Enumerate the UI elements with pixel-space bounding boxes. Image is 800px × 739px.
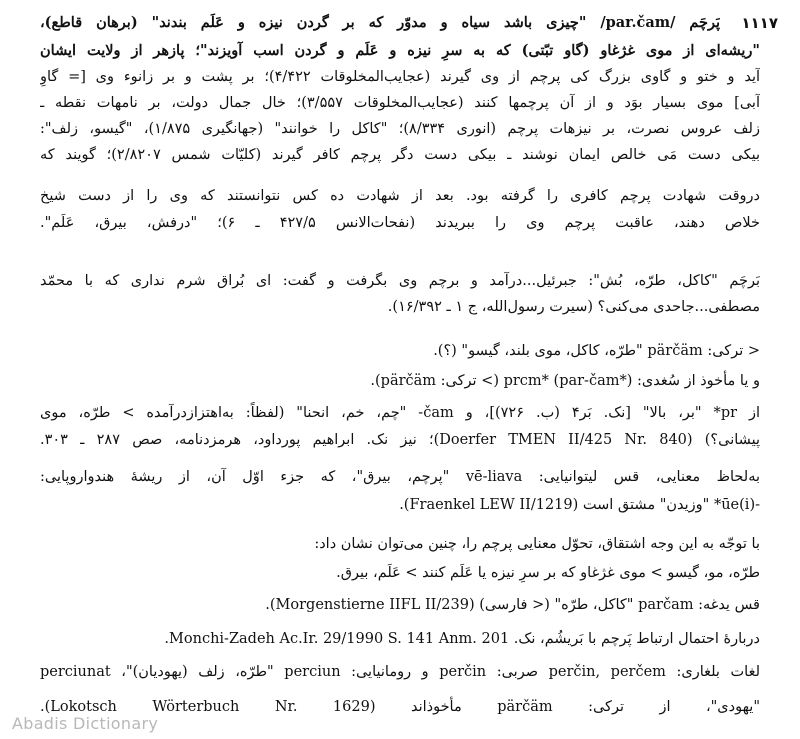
etymology-line: لغات بلغاری: perčin, perčem صربی: perčin و رومانیایی: perciun "طرّه، زلف (یهودیان)"، perciunat	[40, 664, 760, 680]
etymology-line: قس یدغه: parčam "کاکل، طرّه" (< فارسی) (Morgenstierne IIFL II/239).	[265, 597, 760, 613]
barcham-line: مصطفی...جاحدی می‌کنی؟ (سیرت رسول‌الله، ج ۱ ـ ۱۶/۳۹۲).	[387, 299, 760, 315]
definition-line: زلف عروس نصرت، بر نیزهات پرچم (انوری ۸/۳۳۴)؛ "کاکل را خوانند" (جهانگیری ۱/۸۷۵)، "گیسو، زلف":	[40, 121, 760, 137]
etymology-line: "یهودی"، از ترکی: pärčäm مأخوذاند (Lokotsch Wörterbuch Nr. 1629).	[40, 699, 760, 715]
etymology-line: پیشانی؟) (Doerfer TMEN II/425 Nr. 840)؛ نیز نک. ابراهیم پورداود، هرمزدنامه، صص ۲۸۷ ـ ۳۰۳.	[40, 432, 760, 448]
etymology-line: و یا مأخوذ از سُغدی: prcm* (par-čam*) (> ترکی: pärčäm).	[370, 373, 760, 389]
etymology-line: طرّه، مو، گیسو > موی غژغاو که بر سرِ نیزه یا عَلَم کنند > عَلَم، بیرق.	[336, 565, 760, 581]
etymology-line: به‌لحاظ معنایی، قس لیتوانیایی: vē-liava "پرچم، بیرق"، که جزء اوّل آن، از ریشهٔ هندواروپایی:	[40, 469, 760, 485]
etymology-line: با توجّه به این وجه اشتقاق، تحوّل معنایی پرچم را، چنین می‌توان نشان داد:	[314, 536, 760, 552]
barcham-line: بَرچَم "کاکل، طرّه، بُش": جبرئیل...درآمد و برچم وی بگرفت و گفت: ای بُراق شرم نداری که با محمّد	[40, 273, 760, 289]
etymology-line: < ترکی: pärčäm "طرّه، کاکل، موی بلند، گیسو" (؟).	[433, 343, 760, 359]
definition-line: آید و ختو و گاوی بزرگ کی پرچم از وی گیرند (عجایب‌المخلوقات ۴/۴۲۲)؛ بر پشت و بر زانوء وی [= گاوِ	[40, 69, 760, 85]
etymology-line: -(i)ūe* "وزیدن" مشتق است (Fraenkel LEW II/1219).	[399, 497, 760, 513]
entry-headword-line: پَرچَم /par.čam/ "چیزی باشد سیاه و مدوّر که بر گردن نیزه و عَلَم بندند" (برهان قاطع)،	[40, 14, 720, 31]
definition-line: دروقت شهادت پرچم کافری را گرفته بود. بعد از شهادت ده کس نتوانستند که وی را از دست شیخ	[40, 188, 760, 204]
definition-line: بیکی دست مَی خالص ایمان نوشند ـ بیکی دست دگر پرچم کافر گیرند (کلیّات شمس ۲/۸۲۰۷)؛ گویند که	[40, 147, 760, 163]
definition-line: "ریشه‌ای از موی غژغاو (گاو تبّتی) که به سرِ نیزه و عَلَم و گردن اسب آویزند"؛ پازهر از ولایت ایشان	[40, 42, 760, 59]
definition-line: آبی] موی بسیار بوَد و از آن پرچمها کنند (عجایب‌المخلوقات ۳/۵۵۷)؛ خال جمال دولت، بر نامهات نقطه ـ	[40, 95, 760, 111]
watermark: Abadis Dictionary	[12, 714, 159, 733]
definition-line: خلاص دهند، عاقبت پرچم وی را ببریدند (نفحات‌الانس ۴۲۷/۵ ـ ۶)؛ "درفش، بیرق، عَلَم".	[40, 215, 760, 231]
etymology-line: از pr* "بر، بالا" [نک. بَر۴ (ب. ۷۲۶)]، و čam- "چم، خم، انحنا" (لفظاً: به‌اهتزازدرآمده > طرّه، موی	[40, 405, 760, 421]
etymology-line: دربارهٔ احتمال ارتباط پَرچم با بَریشُم، نک. Monchi-Zadeh Ac.Ir. 29/1990 S. 141 Anm. 201.	[164, 631, 760, 647]
entry-number: ۱۱۱۷	[741, 14, 778, 32]
